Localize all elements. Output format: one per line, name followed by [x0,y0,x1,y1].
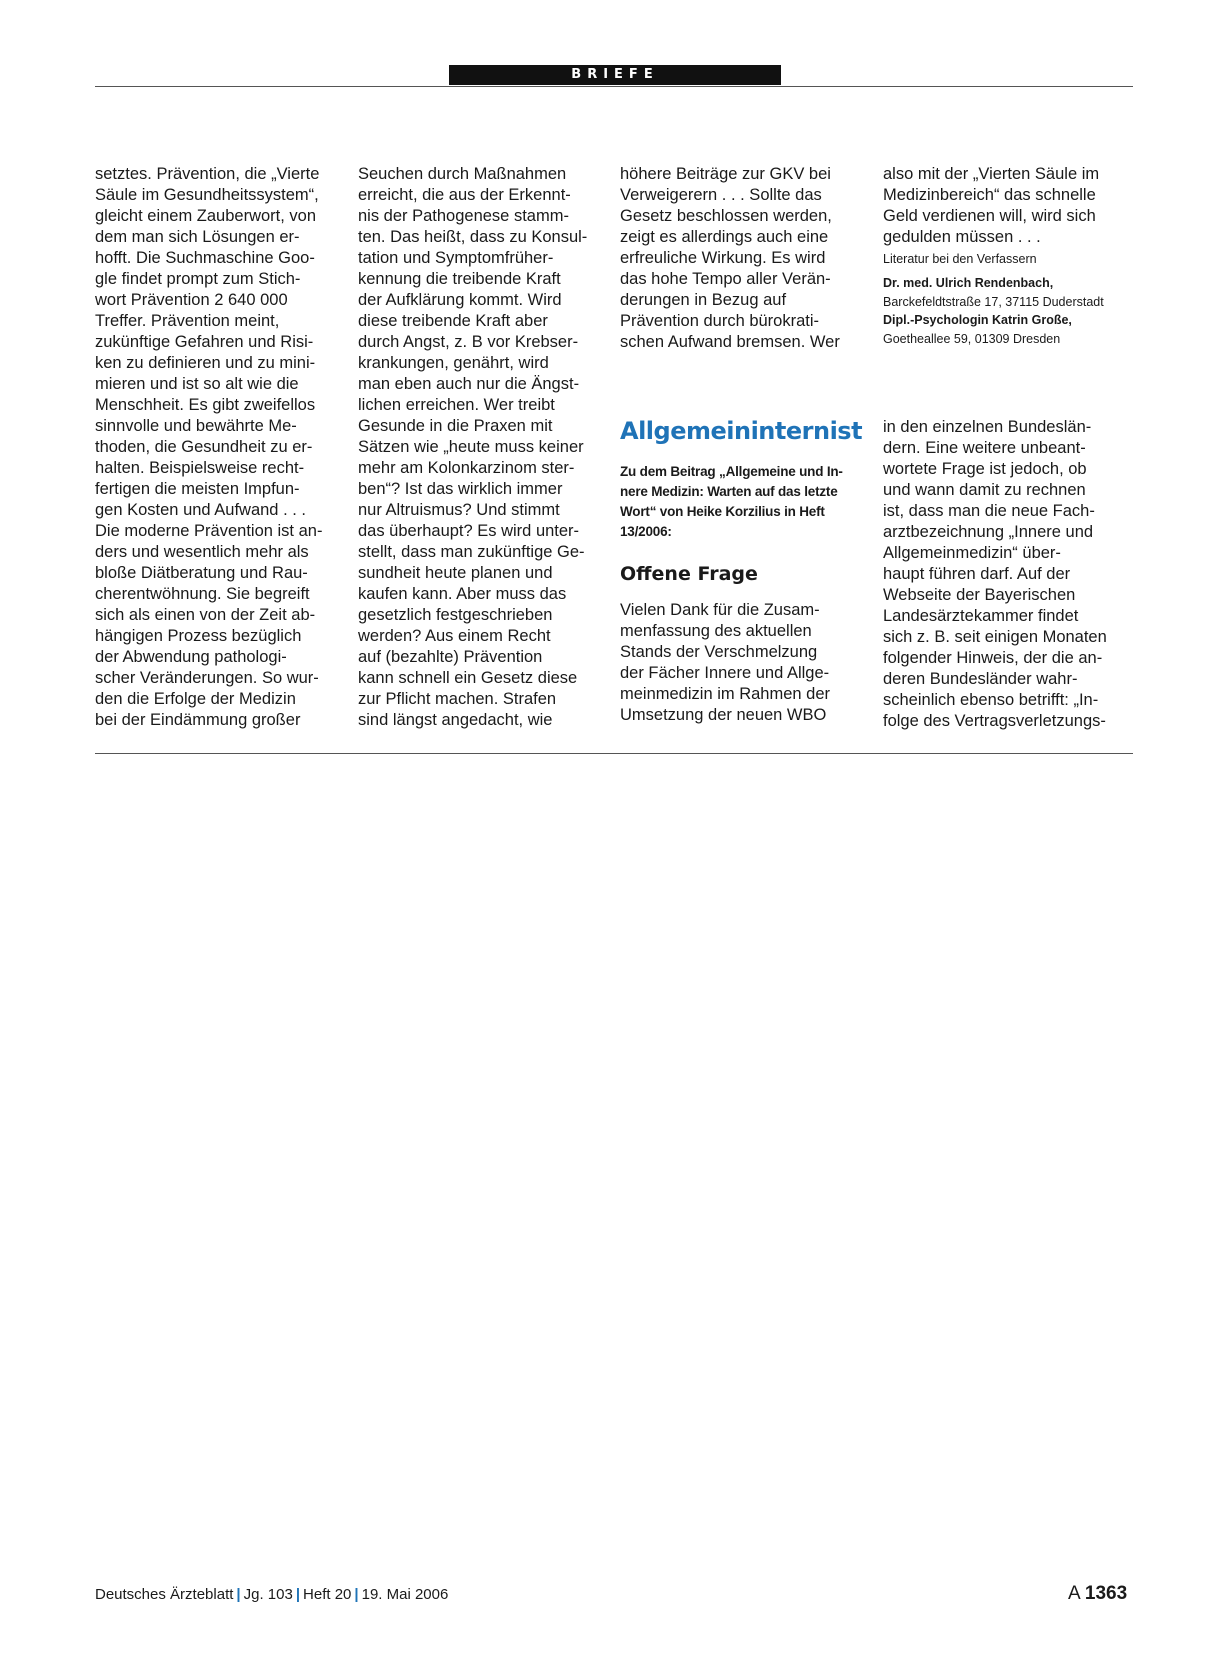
footer-separator: | [354,1586,359,1603]
author-name: Dipl.-Psychologin Katrin Große, [883,313,1072,327]
body-text: höhere Beiträge zur GKV bei Verweigerern . . . Sollte das Gesetz beschlossen werden, zeigt es allerdings auch eine erfreuliche Wirkung. Es wird das hohe Tempo aller Verän- derungen in Bezug auf Prävention durch bürokrati- schen Aufwand bremsen. Wer [620,165,840,351]
column-2 [358,164,608,731]
page-footer [95,1585,448,1605]
article-intro: Zu dem Beitrag „Allgemeine und In- nere Medizin: Warten auf das letzte Wort“ von Heike Korzilius in Heft 13/2006: [620,464,843,539]
column-3-top [620,164,870,353]
author-name: Dr. med. Ulrich Rendenbach, [883,276,1054,290]
issue-date: 19. Mai 2006 [361,1586,449,1603]
author-address: Goetheallee 59, 01309 Dresden [883,332,1061,346]
body-text: Seuchen durch Maßnahmen erreicht, die aus der Erkennt- nis der Pathogenese stamm- ten. Das heißt, dass zu Konsul- tation und Symptomfrüher- kennung die treibende Kraft der Aufklärung kommt. Wird diese treibende Kraft aber durch Angst, z. B vor Krebser- krankungen, genährt, wird man eben auch nur die Ängst- lichen erreichen. Wer treibt Gesunde in die Praxen mit Sätzen wie „heute muss keiner mehr am Kolonkarzinom ster- ben“? Ist das wirklich immer nur Altruismus? Und stimmt das überhaupt? Es wird unter- stellt, dass man zukünftige Ge- sundheit heute planen und kaufen kann. Aber muss das gesetzlich festgeschrieben werden? Aus einem Recht auf (bezahlte) Prävention kann schnell ein Gesetz diese zur Pflicht machen. Strafen sind längst angedacht, wie [358,165,588,729]
body-text: Vielen Dank für die Zusam- menfassung des aktuellen Stands der Verschmelzung der Fächer Innere und Allge- meinmedizin im Rahmen der Umsetzung der neuen WBO [620,601,830,724]
author-address: Barckefeldtstraße 17, 37115 Duderstadt [883,295,1104,309]
section-label: BRIEFE [449,65,781,85]
article-headline: Allgemeininternist [620,417,863,445]
body-text: also mit der „Vierten Säule im Medizinbereich“ das schnelle Geld verdienen will, wird sich gedulden müssen . . . [883,165,1100,246]
article-2-column-3 [620,415,872,726]
literature-note: Literatur bei den Verfassern [883,252,1037,266]
letter-subheading: Offene Frage [620,563,758,585]
body-text: setztes. Prävention, die „Vierte Säule im Gesundheitssystem“, gleicht einem Zauberwort, von dem man sich Lösungen er- hofft. Die Suchmaschine Goo- gle findet prompt zum Stich- wort Prävention 2 640 000 Treffer. Prävention meint, zukünftige Gefahren und Risi- ken zu definieren und zu mini- mieren und ist so alt wie die Menschheit. Es gibt zweifellos sinnvolle und bewährte Me- thoden, die Gesundheit zu er- halten. Beispielsweise recht- fertigen die meisten Impfun- gen Kosten und Aufwand . . . Die moderne Prävention ist an- ders und wesentlich mehr als bloße Diätberatung und Rau- cherentwöhnung. Sie begreift sich als einen von der Zeit ab- hängigen Prozess bezüglich der Abwendung pathologi- scher Veränderungen. So wur- den die Erfolge der Medizin bei der Eindämmung großer [95,165,323,729]
footer-separator: | [295,1586,301,1603]
journal-issue: Heft 20 [303,1586,352,1603]
page-prefix: A [1068,1583,1080,1604]
column-1 [95,164,345,731]
column-4-top [883,164,1133,348]
journal-volume: Jg. 103 [243,1586,293,1603]
page-number-value: 1363 [1084,1583,1128,1604]
page-number [1068,1582,1127,1606]
journal-name: Deutsches Ärzteblatt [95,1586,234,1603]
header-rule [95,86,1133,87]
body-text: in den einzelnen Bundeslän- dern. Eine weitere unbeant- wortete Frage ist jedoch, ob und wann damit zu rechnen ist, dass man die neue Fach- arztbezeichnung „Innere und Allgemeinmedizin“ über- haupt führen darf. Auf der Webseite der Bayerischen Landesärztekammer findet sich z. B. seit einigen Monaten folgender Hinweis, der die an- deren Bundesländer wahr- scheinlich ebenso betrifft: „In- folge des Vertragsverletzungs- [883,418,1107,730]
content-bottom-rule [95,753,1133,754]
article-2-column-4 [883,417,1133,732]
footer-separator: | [236,1586,241,1603]
